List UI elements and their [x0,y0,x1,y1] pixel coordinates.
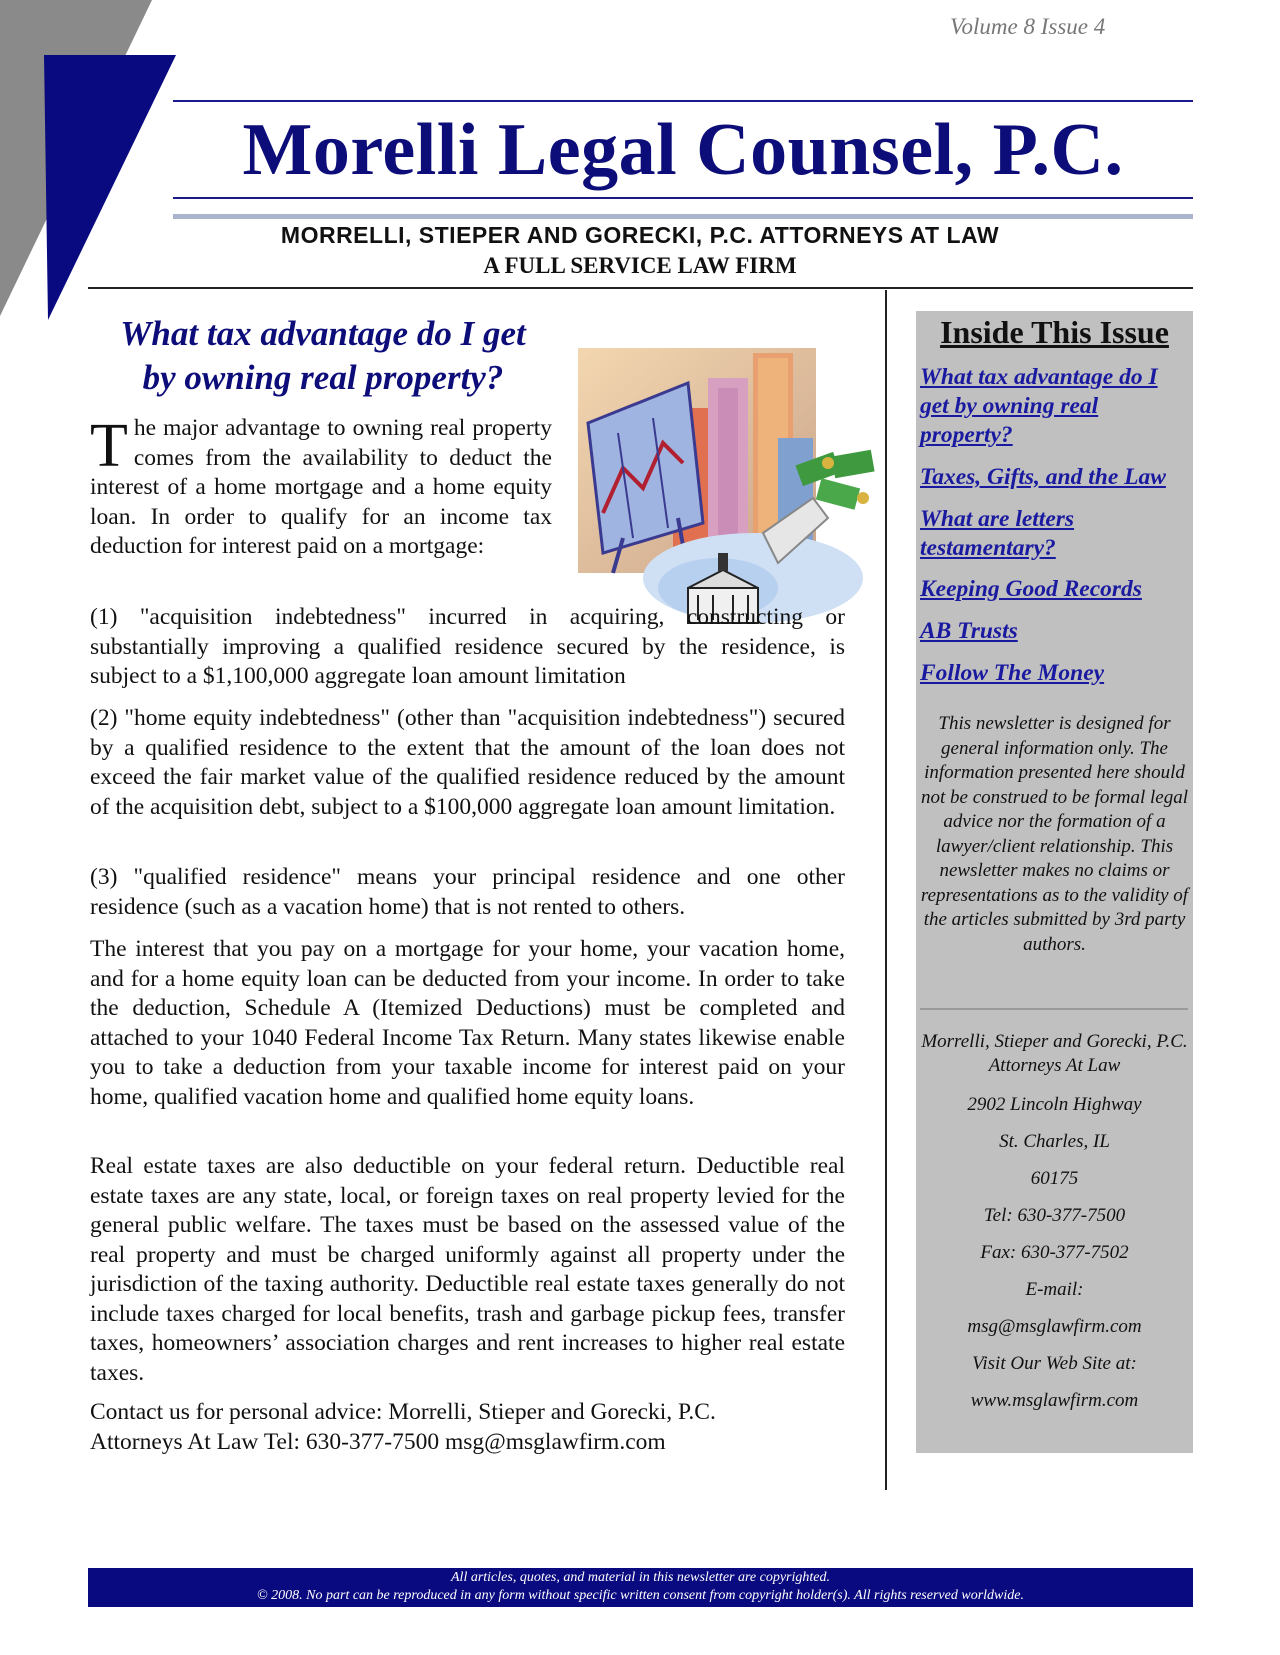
contact-phone: Tel: 630-377-7500 [983,1205,1126,1226]
title-rule-top [173,100,1193,102]
volume-issue: Volume 8 Issue 4 [950,14,1106,39]
article-paragraph: (2) "home equity indebtedness" (other than "acquisition indebtedness") secured by a qualified residence to the extent that the amount of the loan does not exceed the fair market value of the qualified residence reduced by the amount of the acquisition debt, subject to a $100,000 aggregate loan amount limitation. [90,705,845,820]
firm-tagline: A FULL SERVICE LAW FIRM [483,253,797,278]
contact-city: St. Charles, IL [999,1131,1110,1152]
copyright-line1: All articles, quotes, and material in this newsletter are copyrighted. [451,1570,830,1585]
contact-website[interactable]: www.msglawfirm.com [970,1390,1139,1411]
contact-address: 2902 Lincoln Highway [967,1094,1142,1115]
firm-subtitle: MORRELLI, STIEPER AND GORECKI, P.C. ATTORNEYS AT LAW [280,222,1000,248]
title-rule-shadow [173,214,1193,219]
article-paragraph: Real estate taxes are also deductible on your federal return. Deductible real estate taxes are any state, local, or foreign taxes on real property levied for the general public welfare. The taxes must be based on the assessed value of the real property and must be charged uniformly against all property under the jurisdiction of the taxing authority. Deductible real estate taxes generally do not include taxes charged for local benefits, trash and garbage pickup fees, transfer taxes, homeowners’ association charges and rent increases to higher real estate taxes. [90,1153,845,1386]
article-title-line1: What tax advantage do I get [120,314,526,353]
contact-fax: Fax: 630-377-7502 [980,1242,1129,1263]
sidebar-divider [920,1008,1188,1010]
sidebar-heading: Inside This Issue [940,314,1169,350]
article-contact-line1: Contact us for personal advice: Morrelli, Stieper and Gorecki, P.C. [90,1399,716,1425]
article-paragraph: (3) "qualified residence" means your principal residence and one other residence (such as a vacation home) that is not rented to others. [90,864,845,920]
article-intro [90,414,552,562]
article-contact-line2: Attorneys At Law Tel: 630-377-7500 msg@msglawfirm.com [90,1428,666,1455]
newsletter-title: Morelli Legal Counsel, P.C. [242,109,1124,191]
toc-link[interactable]: Taxes, Gifts, and the Law [920,464,1166,490]
article-contact [90,1398,845,1457]
drop-cap: T [90,412,128,480]
title-rule-bottom [173,197,1193,199]
copyright-line2: © 2008. No part can be reproduced in any form without specific written consent from copyright holder(s). All rights reserved worldwide. [257,1588,1024,1603]
contact-email-label: E-mail: [1025,1279,1084,1300]
toc-link[interactable]: Follow The Money [920,660,1105,686]
article-title [88,312,558,400]
article-paragraph: (1) "acquisition indebtedness" incurred in acquiring, constructing or substantially improving a qualified residence secured by the residence, is subject to a $1,100,000 aggregate loan amount limitation [90,604,845,689]
article-paragraph: The interest that you pay on a mortgage for your home, your vacation home, and for a home equity loan can be deducted from your income. In order to take the deduction, Schedule A (Itemized Deductions) must be completed and attached to your 1040 Federal Income Tax Return. Many states likewise enable you to take a deduction from your taxable income for interest paid on your home, qualified vacation home and qualified home equity loans. [90,936,845,1110]
contact-zip: 60175 [1030,1168,1079,1189]
toc-link[interactable]: Keeping Good Records [920,576,1142,602]
corner-triangle-graphic [0,0,200,330]
toc-link[interactable]: What tax advantage do I get by owning real property? [920,364,1158,448]
contact-firm: Morrelli, Stieper and Gorecki, P.C. Attorneys At Law [921,1031,1188,1076]
contact-web-label: Visit Our Web Site at: [972,1353,1137,1374]
article-intro-text: he major advantage to owning real property comes from the availability to deduct the interest of a home mortgage and a home equity loan. In order to qualify for an income tax deduction for interest paid on a mortgage: [90,415,552,559]
article-title-line2: by owning real property? [142,358,504,397]
header-divider [88,287,1193,289]
real-estate-illustration [578,348,888,633]
toc-link[interactable]: What are letters testamentary? [920,506,1075,561]
copyright-footer [88,1568,1193,1607]
contact-email[interactable]: msg@msglawfirm.com [967,1316,1142,1337]
disclaimer-text: This newsletter is designed for general information only. The information presented here should not be construed to be formal legal advice nor the formation of a lawyer/client relationship. This newsletter makes no claims or representations as to the validity of the articles submitted by 3rd party authors. [920,713,1189,955]
toc-link[interactable]: AB Trusts [920,618,1018,644]
